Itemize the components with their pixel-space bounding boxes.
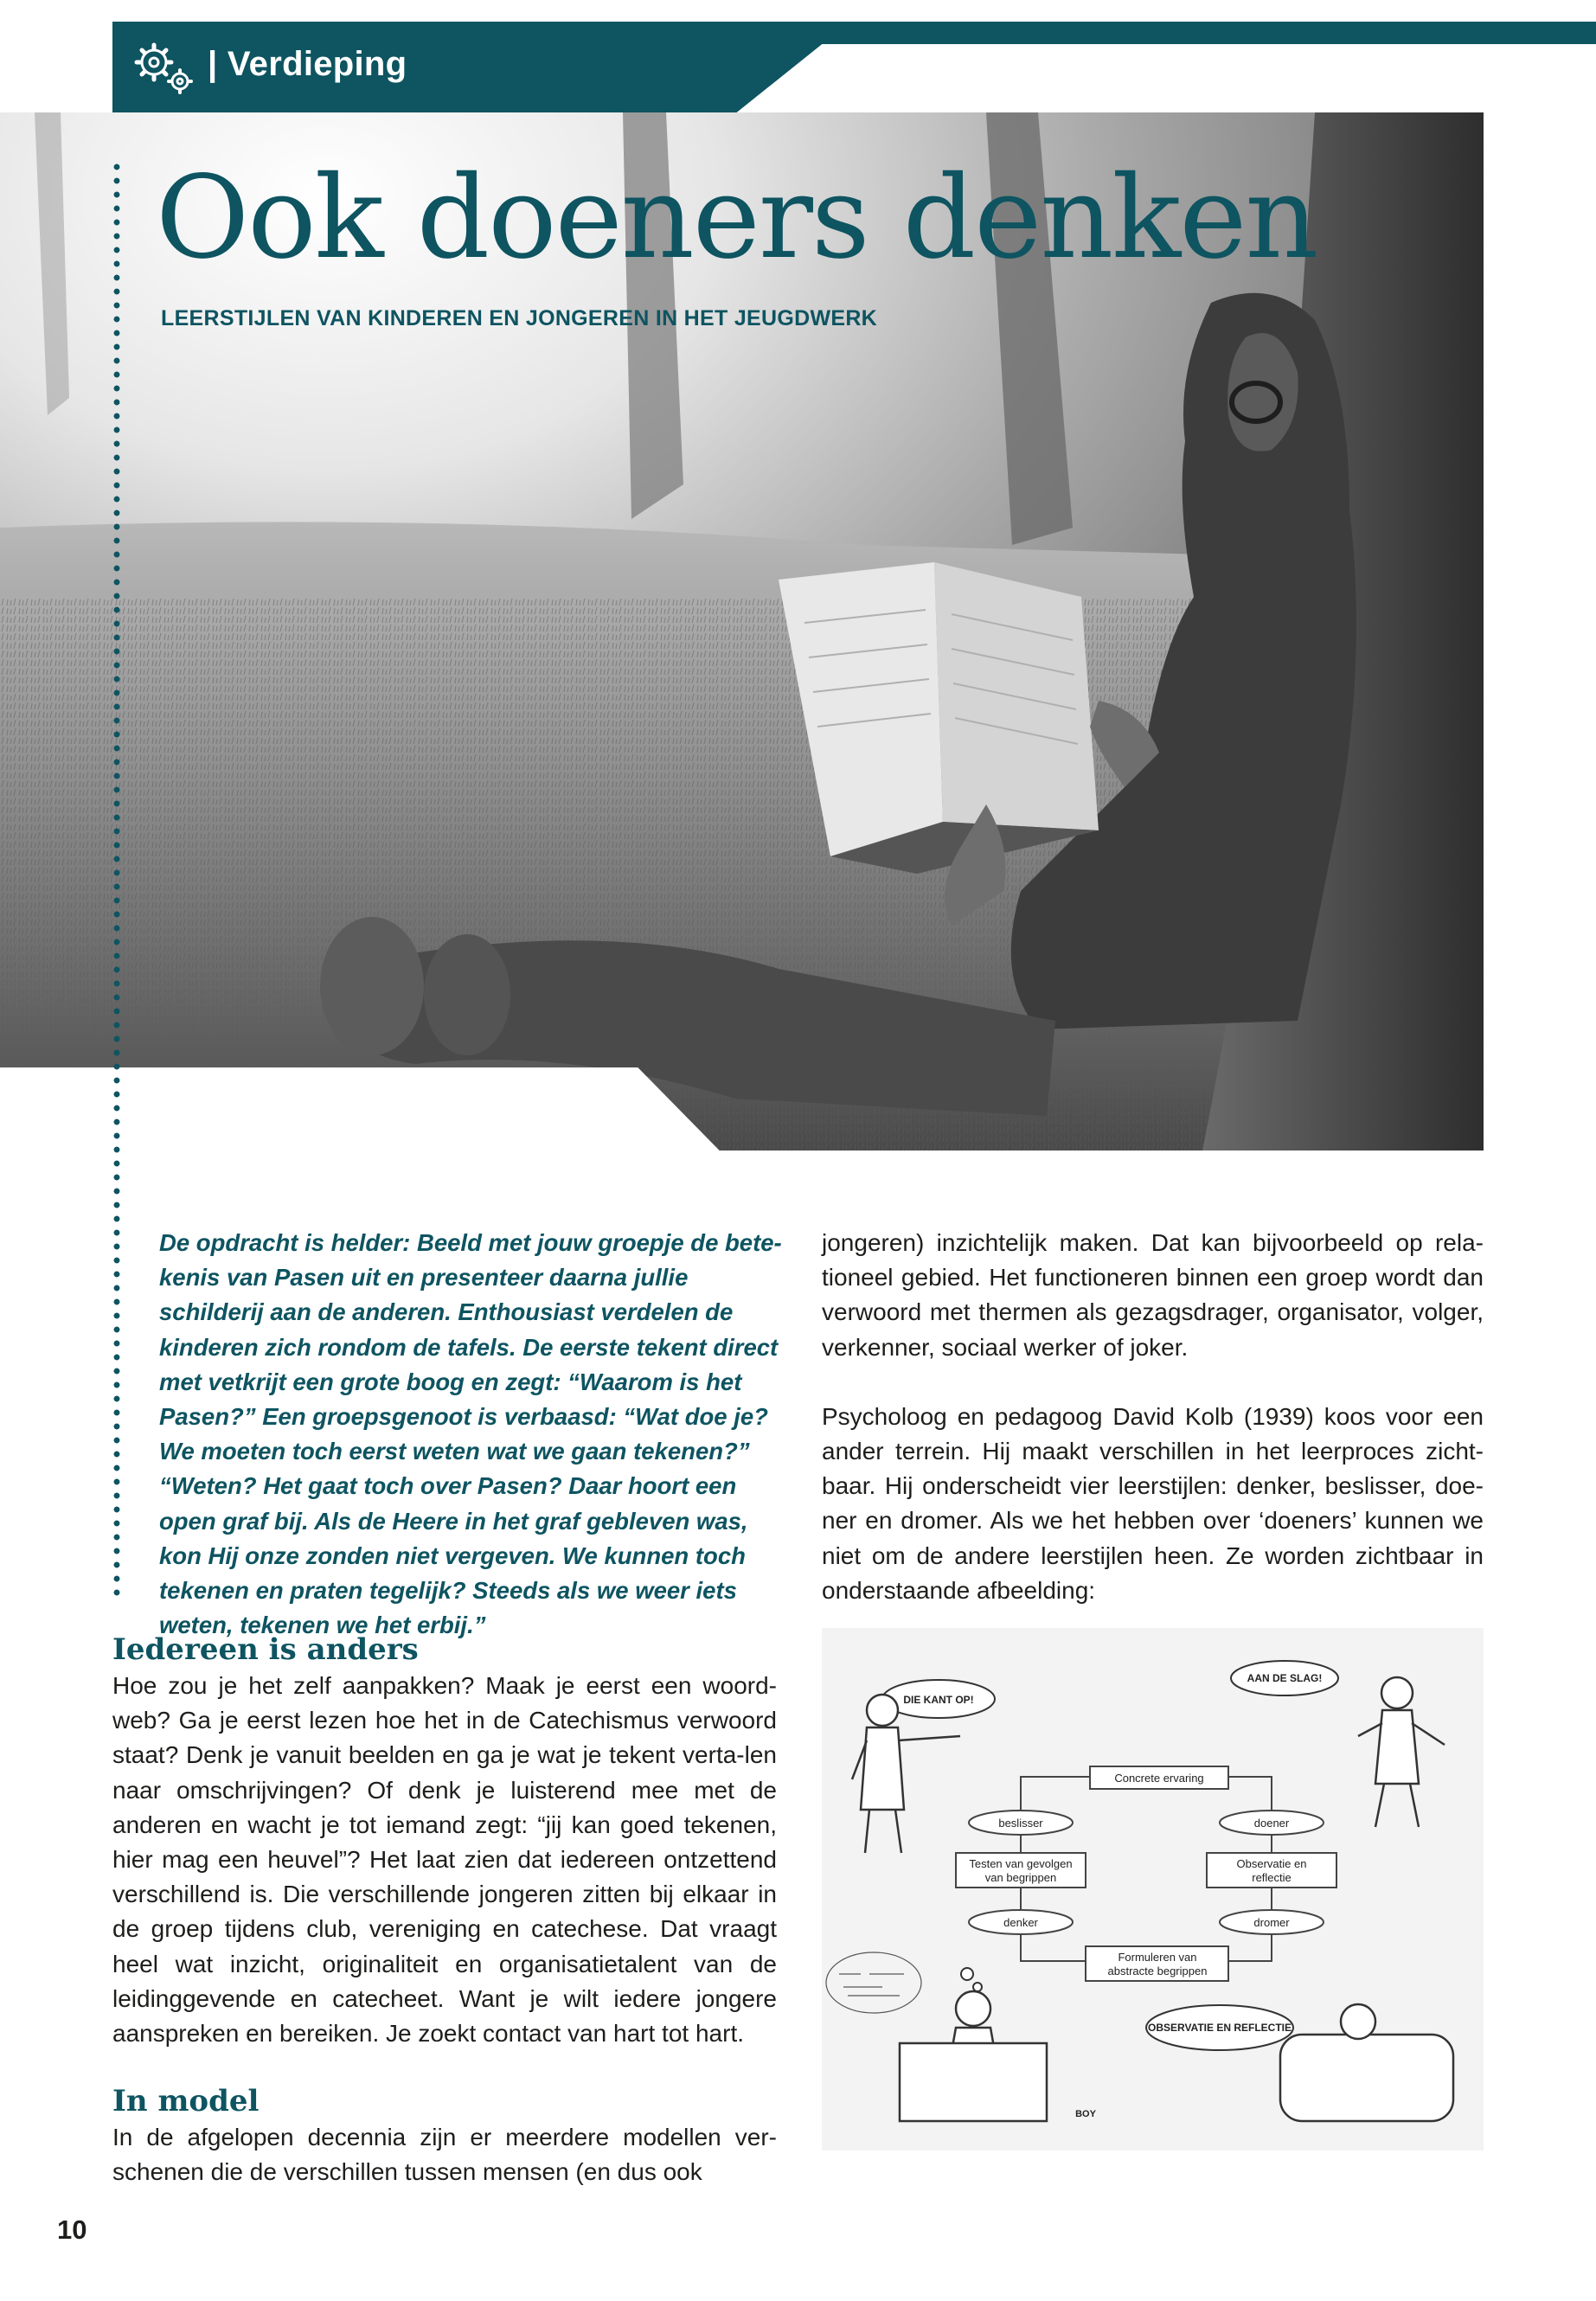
heading-in-model: In model <box>112 2084 260 2119</box>
box-observatie-line1: Observatie en <box>1236 1857 1307 1870</box>
gears-icon <box>130 38 199 99</box>
heading-iedereen-is-anders: Iedereen is anders <box>112 1632 419 1667</box>
bubble-die-kant-op: DIE KANT OP! <box>903 1694 974 1706</box>
bubble-observatie-en-reflectie: OBSERVATIE EN REFLECTIE <box>1147 2022 1292 2034</box>
dotted-divider <box>113 160 120 1596</box>
kolb-learning-cycle-figure <box>822 1628 1484 2150</box>
paragraph-in-model: In de afgelopen decennia zijn er meerdere modellen ver-schenen die de verschillen tussen mensen (en dus ook <box>112 2124 777 2186</box>
cartoon-signature: BOY <box>1075 2109 1096 2119</box>
box-testen-line1: Testen van gevolgen <box>969 1857 1073 1870</box>
left-column <box>112 1631 777 2190</box>
section-label: | Verdieping <box>208 45 407 83</box>
article-title: Ook doeners denken <box>156 151 1317 285</box>
oval-beslisser: beslisser <box>998 1817 1043 1830</box>
page-number: 10 <box>57 2214 87 2245</box>
box-observatie-line2: reflectie <box>1252 1871 1292 1884</box>
box-formuleren-line1: Formuleren van <box>1118 1951 1197 1964</box>
oval-denker: denker <box>1003 1916 1038 1929</box>
article-intro: De opdracht is helder: Beeld met jouw groepje de bete-kenis van Pasen uit en presenteer daarna jullie schilderij aan de anderen. Enthousiast verdelen de kinderen zich rondom de tafels. De eerste tekent direct met vetkrijt een grote boog en zegt: “Waarom is het Pasen?” Een groepsgenoot is verbaasd: “Wat doe je? We moeten toch eerst weten wat we gaan tekenen?” “Weten? Het gaat toch over Pasen? Daar hoort een open graf bij. Als de Heere in het graf gebleven was, kon Hij onze zonden niet vergeven. We kunnen toch tekenen en praten tegelijk? Steeds als we weer iets weten, tekenen we het erbij.” <box>159 1229 782 1639</box>
right-column <box>822 1226 1484 1608</box>
box-concrete-ervaring: Concrete ervaring <box>1114 1772 1204 1785</box>
oval-doener: doener <box>1253 1817 1290 1830</box>
paragraph-kolb: Psycholoog en pedagoog David Kolb (1939) koos voor een ander terrein. Hij maakt verschillen in het leerproces zicht-baar. Hij onderscheidt vier leerstijlen: denker, beslisser, doe-ner en dromer. Als we het hebben over ‘doeners’ kunnen we niet om de andere leerstijlen heen. Ze worden zichtbaar in onderstaande afbeelding: <box>822 1402 1484 1604</box>
paragraph-iedereen-is-anders: Hoe zou je het zelf aanpakken? Maak je eerst een woord-web? Ga je eerst lezen hoe het in de Catechismus verwoord staat? Denk je vanuit beelden en ga je wat je tekent verta-len naar omschrijvingen? Of denk je luisterend mee met de anderen en wacht je tot iemand zegt: “jij kan goed tekenen, hier mag een heuvel”? Het laat zien dat iedereen ontzettend verschillend is. Die verschillende jongeren zitten bij elkaar in de groep tijdens club, vereniging en catechese. Dat vraagt heel wat inzicht, originaliteit en organisatietalent van de leidinggevende en catecheet. Want je wilt iedere jongere aanspreken en bereiken. Je zoekt contact van hart tot hart. <box>112 1672 777 2048</box>
bubble-aan-de-slag: AAN DE SLAG! <box>1247 1672 1323 1684</box>
box-testen-line2: van begrippen <box>984 1871 1057 1884</box>
box-formuleren-line2: abstracte begrippen <box>1107 1965 1208 1977</box>
article-subtitle: LEERSTIJLEN VAN KINDEREN EN JONGEREN IN HET JEUGDWERK <box>161 306 878 330</box>
paragraph-relationeel: jongeren) inzichtelijk maken. Dat kan bijvoorbeeld op rela-tioneel gebied. Het functioneren binnen een groep wordt dan verwoord met thermen als gezagsdrager, organisator, volger, verkenner, sociaal werker of joker. <box>822 1229 1484 1361</box>
oval-dromer: dromer <box>1253 1916 1290 1929</box>
